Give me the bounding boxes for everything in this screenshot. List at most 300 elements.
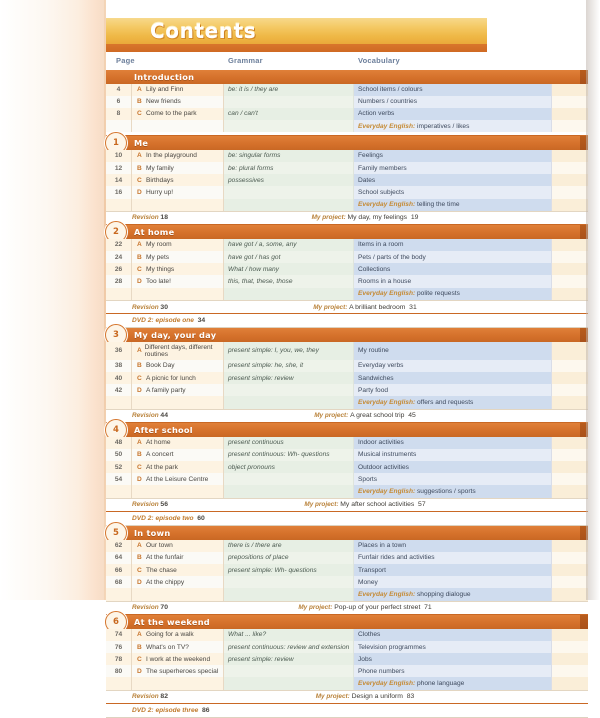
lesson-row[interactable] <box>106 449 588 461</box>
grammar-cell <box>224 372 354 384</box>
row-end-cell <box>552 263 588 275</box>
ee-page-spacer <box>106 677 132 689</box>
revision-cell <box>106 304 224 311</box>
lesson-title: A concert <box>146 451 174 459</box>
row-end-cell <box>552 677 588 689</box>
dvd-page: 60 <box>197 515 205 523</box>
dvd-cell <box>106 317 205 324</box>
lesson-row[interactable] <box>106 641 588 653</box>
everyday-english-label: Everyday English: <box>358 201 417 209</box>
ee-title-spacer <box>132 288 224 300</box>
lesson-title: A picnic for lunch <box>146 374 196 382</box>
unit-number-badge: 1 <box>105 132 127 154</box>
project-label: My project: <box>314 412 351 420</box>
ee-grammar-spacer <box>224 677 354 689</box>
row-end-cell <box>552 396 588 408</box>
lesson-row[interactable] <box>106 473 588 485</box>
ee-title-spacer <box>132 120 224 132</box>
dvd-cell <box>106 707 210 714</box>
dvd-page: 34 <box>197 317 206 325</box>
project-label: My project: <box>315 693 352 701</box>
row-end-cell <box>552 108 588 120</box>
lesson-letter: B <box>137 554 142 562</box>
row-end-cell <box>552 186 588 198</box>
grammar-text: present continuous <box>228 439 284 447</box>
section-header-2[interactable] <box>106 225 588 239</box>
everyday-english-row[interactable] <box>106 677 588 689</box>
row-end-cell <box>552 360 588 372</box>
grammar-text: be: singular forms <box>228 152 281 160</box>
lesson-page-number: 54 <box>106 473 132 485</box>
lesson-page-number: 80 <box>106 665 132 677</box>
column-header-vocabulary: Vocabulary <box>358 56 400 65</box>
lesson-title: My things <box>146 265 175 273</box>
grammar-text: What ... like? <box>228 631 267 639</box>
vocabulary-text: Dates <box>358 176 376 184</box>
row-end-cell <box>552 199 588 211</box>
page-title: Contents <box>150 19 257 43</box>
everyday-english-row[interactable] <box>106 288 588 300</box>
revision-project-row[interactable] <box>106 601 588 616</box>
lesson-page-number: 64 <box>106 552 132 564</box>
ee-grammar-spacer <box>224 588 354 600</box>
vocabulary-text: School subjects <box>358 188 405 196</box>
lesson-title: Too late! <box>146 277 171 285</box>
lesson-letter: D <box>137 475 142 483</box>
everyday-english-cell <box>354 588 552 600</box>
row-end-cell <box>552 449 588 461</box>
vocabulary-text: My routine <box>358 347 389 355</box>
lesson-row[interactable] <box>106 540 588 552</box>
grammar-cell <box>224 239 354 251</box>
vocabulary-cell <box>354 629 552 641</box>
everyday-english-text: imperatives / likes <box>417 122 470 130</box>
grammar-cell <box>224 96 354 108</box>
section-header-3[interactable] <box>106 328 588 342</box>
grammar-cell <box>224 186 354 198</box>
project-text: Pop-up of your perfect street 71 <box>334 604 432 612</box>
lesson-title-cell <box>132 162 224 174</box>
unit-number-badge: 3 <box>105 324 127 346</box>
ee-title-spacer <box>132 396 224 408</box>
project-label: My project: <box>298 604 335 612</box>
lesson-title: In the playground <box>146 152 197 160</box>
lesson-page-number: 66 <box>106 564 132 576</box>
revision-project-row[interactable] <box>106 690 588 705</box>
project-cell <box>224 214 588 221</box>
revision-label: Revision <box>132 412 161 420</box>
vocabulary-text: Collections <box>358 265 391 273</box>
row-end-cell <box>552 342 588 360</box>
lesson-letter: A <box>137 439 142 447</box>
everyday-english-cell <box>354 396 552 408</box>
row-end-cell <box>552 629 588 641</box>
lesson-page-number: 26 <box>106 263 132 275</box>
project-cell <box>224 604 588 611</box>
lesson-title: Birthdays <box>146 176 174 184</box>
lesson-row[interactable] <box>106 275 588 287</box>
lesson-page-number: 62 <box>106 540 132 552</box>
section-title: At the weekend <box>134 616 210 627</box>
lesson-title-cell <box>132 576 224 588</box>
lesson-page-number: 42 <box>106 384 132 396</box>
row-end-cell <box>552 150 588 162</box>
project-label: My project: <box>304 501 341 509</box>
revision-page: 30 <box>160 303 168 311</box>
lesson-title: The superheroes special <box>146 667 219 675</box>
lesson-page-number: 52 <box>106 461 132 473</box>
lesson-row[interactable] <box>106 360 588 372</box>
grammar-text: present simple: review <box>228 374 294 382</box>
vocabulary-text: Indoor activities <box>358 439 404 447</box>
project-cell <box>224 304 588 311</box>
grammar-cell <box>224 150 354 162</box>
lesson-title-cell <box>132 653 224 665</box>
ee-page-spacer <box>106 288 132 300</box>
section-title: After school <box>134 424 193 435</box>
lesson-title: At the park <box>146 463 178 471</box>
row-end-cell <box>552 665 588 677</box>
dvd-row[interactable] <box>106 512 588 526</box>
lesson-row[interactable] <box>106 84 588 96</box>
lesson-title-cell <box>132 641 224 653</box>
vocabulary-cell <box>354 251 552 263</box>
revision-project-row[interactable] <box>106 300 588 315</box>
row-end-cell <box>552 96 588 108</box>
lesson-page-number: 10 <box>106 150 132 162</box>
row-end-cell <box>552 461 588 473</box>
lesson-page-number: 24 <box>106 251 132 263</box>
lesson-row[interactable] <box>106 576 588 588</box>
grammar-cell <box>224 552 354 564</box>
section-header-5[interactable] <box>106 526 588 540</box>
row-end-cell <box>552 576 588 588</box>
project-text: Design a uniform 83 <box>351 693 415 701</box>
everyday-english-text: polite requests <box>417 290 460 298</box>
lesson-row[interactable] <box>106 251 588 263</box>
dvd-cell <box>106 515 205 522</box>
row-end-cell <box>552 275 588 287</box>
lesson-title: At the Leisure Centre <box>146 475 209 483</box>
revision-cell <box>106 693 224 700</box>
lesson-title-cell <box>132 96 224 108</box>
grammar-cell <box>224 653 354 665</box>
vocabulary-text: Musical instruments <box>358 451 417 459</box>
grammar-cell <box>224 360 354 372</box>
lesson-title: My family <box>146 164 174 172</box>
ee-grammar-spacer <box>224 288 354 300</box>
project-label: My project: <box>311 214 348 222</box>
vocabulary-cell <box>354 372 552 384</box>
everyday-english-label: Everyday English: <box>358 591 417 599</box>
lesson-page-number: 68 <box>106 576 132 588</box>
lesson-title: My pets <box>146 253 170 261</box>
everyday-english-text: shopping dialogue <box>417 591 471 599</box>
lesson-letter: D <box>137 277 142 285</box>
vocabulary-text: Sports <box>358 475 378 483</box>
grammar-text: this, that, these, those <box>228 277 293 285</box>
vocabulary-text: Phone numbers <box>358 667 405 675</box>
row-end-cell <box>552 437 588 449</box>
row-end-cell <box>552 641 588 653</box>
revision-project-row[interactable] <box>106 409 588 424</box>
project-cell <box>224 412 588 419</box>
lesson-letter: A <box>137 347 142 355</box>
lesson-page-number: 76 <box>106 641 132 653</box>
lesson-title: At the chippy <box>146 578 185 586</box>
lesson-row[interactable] <box>106 552 588 564</box>
lesson-page-number: 14 <box>106 174 132 186</box>
lesson-letter: B <box>137 362 142 370</box>
ee-title-spacer <box>132 199 224 211</box>
row-end-cell <box>552 372 588 384</box>
contents-table <box>106 70 588 718</box>
section-header-1[interactable] <box>106 136 588 150</box>
lesson-page-number: 36 <box>106 342 132 360</box>
lesson-letter: D <box>137 578 142 586</box>
lesson-title-cell <box>132 629 224 641</box>
grammar-cell <box>224 108 354 120</box>
vocabulary-cell <box>354 360 552 372</box>
lesson-row[interactable] <box>106 564 588 576</box>
row-end-cell <box>552 251 588 263</box>
revision-cell <box>106 604 224 611</box>
revision-page: 82 <box>160 693 168 701</box>
revision-page: 70 <box>160 604 168 612</box>
unit-number-badge: 4 <box>105 419 127 441</box>
dvd-row[interactable] <box>106 314 588 328</box>
lesson-row[interactable] <box>106 384 588 396</box>
revision-project-row[interactable] <box>106 498 588 513</box>
lesson-letter: C <box>137 176 142 184</box>
lesson-letter: C <box>137 110 142 118</box>
grammar-text: present simple: Wh- questions <box>228 566 317 574</box>
lesson-title-cell <box>132 108 224 120</box>
row-end-cell <box>552 653 588 665</box>
row-end-cell <box>552 84 588 96</box>
vocabulary-cell <box>354 641 552 653</box>
everyday-english-row[interactable] <box>106 199 588 211</box>
revision-label: Revision <box>132 604 161 612</box>
project-text: A brilliant bedroom 31 <box>349 303 417 311</box>
vocabulary-text: Party food <box>358 386 389 394</box>
row-end-cell <box>552 384 588 396</box>
lesson-row[interactable] <box>106 372 588 384</box>
grammar-cell <box>224 449 354 461</box>
row-end-cell <box>552 485 588 497</box>
contents-banner <box>106 18 487 52</box>
revision-label: Revision <box>132 693 161 701</box>
lesson-title: New friends <box>146 98 181 106</box>
lesson-page-number: 40 <box>106 372 132 384</box>
grammar-cell <box>224 437 354 449</box>
lesson-letter: D <box>137 386 142 394</box>
everyday-english-text: offers and requests <box>417 398 474 406</box>
grammar-cell <box>224 461 354 473</box>
lesson-page-number: 38 <box>106 360 132 372</box>
lesson-row[interactable] <box>106 263 588 275</box>
section-header-intro[interactable] <box>106 70 588 84</box>
grammar-text: have got / a, some, any <box>228 241 297 249</box>
revision-cell <box>106 501 224 508</box>
lesson-letter: A <box>137 152 142 160</box>
section-title: Me <box>134 138 149 148</box>
row-end-cell <box>552 120 588 132</box>
ee-title-spacer <box>132 677 224 689</box>
lesson-row[interactable] <box>106 239 588 251</box>
revision-page: 44 <box>160 412 168 420</box>
vocabulary-text: Numbers / countries <box>358 98 417 106</box>
lesson-title: Different days, different routines <box>144 343 213 358</box>
vocabulary-text: Television programmes <box>358 643 426 651</box>
vocabulary-cell <box>354 552 552 564</box>
revision-project-row[interactable] <box>106 211 588 226</box>
grammar-cell <box>224 342 354 360</box>
section-title: At home <box>134 227 175 238</box>
project-text: My day, my feelings 19 <box>347 214 419 222</box>
lesson-letter: B <box>137 253 142 261</box>
vocabulary-cell <box>354 437 552 449</box>
grammar-cell <box>224 162 354 174</box>
grammar-text: prepositions of place <box>228 554 289 562</box>
lesson-letter: A <box>137 86 142 94</box>
unit-number-badge: 6 <box>105 611 127 633</box>
ee-grammar-spacer <box>224 485 354 497</box>
revision-label: Revision <box>132 214 161 222</box>
everyday-english-text: phone language <box>417 680 465 688</box>
lesson-page-number: 48 <box>106 437 132 449</box>
vocabulary-cell <box>354 162 552 174</box>
banner-underline <box>106 44 487 52</box>
lesson-title-cell <box>132 239 224 251</box>
lesson-title: The chase <box>146 566 177 574</box>
project-text: My after school activities 57 <box>340 501 426 509</box>
section-title: In town <box>134 527 171 538</box>
vocabulary-cell <box>354 108 552 120</box>
section-header-4[interactable] <box>106 423 588 437</box>
vocabulary-cell <box>354 186 552 198</box>
everyday-english-cell <box>354 485 552 497</box>
lesson-row[interactable] <box>106 150 588 162</box>
everyday-english-text: suggestions / sports <box>417 488 476 495</box>
lesson-title-cell <box>132 372 224 384</box>
vocabulary-cell <box>354 540 552 552</box>
project-text: A great school trip 45 <box>350 412 416 420</box>
revision-cell <box>106 412 224 419</box>
revision-cell <box>106 214 224 221</box>
dvd-row[interactable] <box>106 704 588 718</box>
grammar-text: present simple: he, she, it <box>228 362 304 370</box>
vocabulary-cell <box>354 384 552 396</box>
everyday-english-label: Everyday English: <box>358 398 417 406</box>
lesson-title: Hurry up! <box>146 188 174 196</box>
section-header-6[interactable] <box>106 615 588 629</box>
lesson-title-cell <box>132 150 224 162</box>
project-cell <box>224 693 588 700</box>
grammar-cell <box>224 84 354 96</box>
vocabulary-cell <box>354 665 552 677</box>
lesson-row[interactable] <box>106 96 588 108</box>
row-end-cell <box>552 540 588 552</box>
grammar-text: What / how many <box>228 265 279 273</box>
lesson-row[interactable] <box>106 108 588 120</box>
lesson-row[interactable] <box>106 629 588 641</box>
lesson-row[interactable] <box>106 174 588 186</box>
everyday-english-row[interactable] <box>106 588 588 600</box>
ee-grammar-spacer <box>224 396 354 408</box>
lesson-letter: D <box>137 667 142 675</box>
lesson-letter: C <box>137 374 142 382</box>
everyday-english-cell <box>354 288 552 300</box>
ee-page-spacer <box>106 485 132 497</box>
everyday-english-row[interactable] <box>106 120 588 132</box>
unit-number-badge: 5 <box>105 522 127 544</box>
lesson-row[interactable] <box>106 665 588 677</box>
everyday-english-row[interactable] <box>106 485 588 497</box>
unit-number-badge: 2 <box>105 221 127 243</box>
column-header-grammar: Grammar <box>228 56 263 65</box>
lesson-page-number: 50 <box>106 449 132 461</box>
lesson-title: At the funfair <box>146 554 184 562</box>
lesson-title-cell <box>132 186 224 198</box>
lesson-row[interactable] <box>106 342 588 360</box>
everyday-english-row[interactable] <box>106 396 588 408</box>
lesson-title-cell <box>132 540 224 552</box>
lesson-row[interactable] <box>106 461 588 473</box>
dvd-label: DVD 2: episode one <box>132 317 198 325</box>
lesson-page-number: 4 <box>106 84 132 96</box>
vocabulary-text: Pets / parts of the body <box>358 253 426 261</box>
everyday-english-label: Everyday English: <box>358 488 417 495</box>
vocabulary-cell <box>354 564 552 576</box>
project-cell <box>224 501 588 508</box>
row-end-cell <box>552 288 588 300</box>
grammar-cell <box>224 251 354 263</box>
everyday-english-cell <box>354 199 552 211</box>
grammar-text: present simple: I, you, we, they <box>228 347 319 355</box>
everyday-english-cell <box>354 120 552 132</box>
vocabulary-text: Clothes <box>358 631 381 639</box>
vocabulary-text: Funfair rides and activities <box>358 554 435 562</box>
lesson-title-cell <box>132 437 224 449</box>
revision-label: Revision <box>132 303 161 311</box>
grammar-cell <box>224 473 354 485</box>
lesson-row[interactable] <box>106 653 588 665</box>
lesson-title-cell <box>132 174 224 186</box>
vocabulary-text: Transport <box>358 566 386 574</box>
lesson-title: At home <box>146 439 171 447</box>
lesson-title: Our town <box>146 542 173 550</box>
vocabulary-text: Rooms in a house <box>358 277 412 285</box>
everyday-english-text: telling the time <box>417 201 460 209</box>
lesson-title-cell <box>132 564 224 576</box>
grammar-cell <box>224 576 354 588</box>
vocabulary-text: School items / colours <box>358 86 423 94</box>
ee-page-spacer <box>106 120 132 132</box>
lesson-row[interactable] <box>106 437 588 449</box>
lesson-row[interactable] <box>106 162 588 174</box>
lesson-title: My room <box>146 241 172 249</box>
row-end-cell <box>552 174 588 186</box>
vocabulary-cell <box>354 84 552 96</box>
lesson-title: A family party <box>146 386 186 394</box>
revision-label: Revision <box>132 501 161 509</box>
vocabulary-text: Items in a room <box>358 241 404 249</box>
vocabulary-text: Everyday verbs <box>358 362 404 370</box>
lesson-row[interactable] <box>106 186 588 198</box>
row-end-cell <box>552 162 588 174</box>
vocabulary-cell <box>354 263 552 275</box>
